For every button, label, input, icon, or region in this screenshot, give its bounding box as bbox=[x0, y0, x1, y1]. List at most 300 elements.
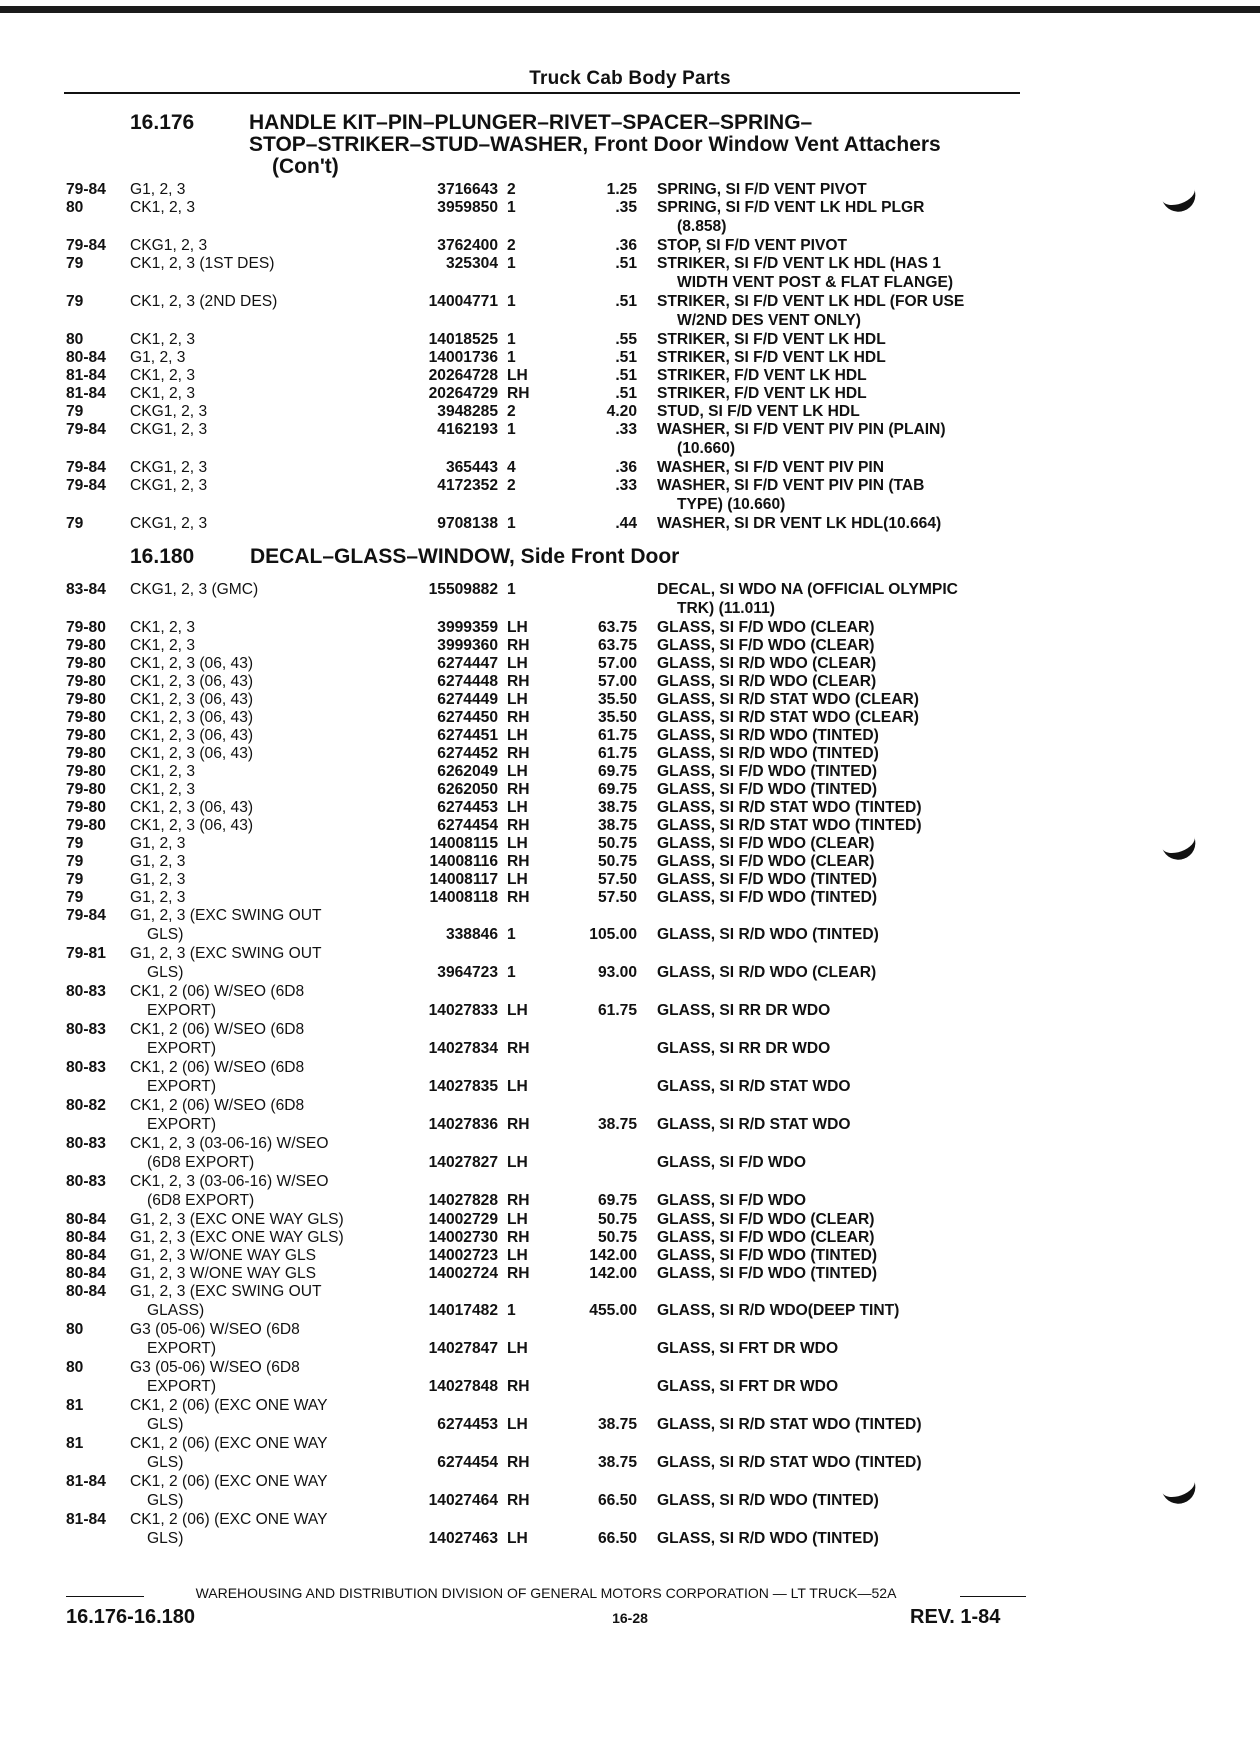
quantity: RH bbox=[507, 385, 530, 402]
description-keyword: WASHER, bbox=[657, 515, 730, 532]
description-keyword: WASHER, bbox=[657, 459, 730, 476]
year-range: 81 bbox=[66, 1397, 84, 1414]
description-text: SI F/D VENT PIV PIN (TAB bbox=[729, 477, 925, 494]
price: 63.75 bbox=[597, 619, 637, 636]
footer-rule bbox=[960, 1596, 1026, 1597]
year-range: 81-84 bbox=[66, 367, 106, 384]
quantity: RH bbox=[507, 889, 530, 906]
description-text: SI F/D WDO (TINTED) bbox=[715, 763, 878, 780]
description bbox=[657, 476, 925, 513]
quantity: LH bbox=[507, 655, 528, 672]
quantity: LH bbox=[507, 871, 528, 888]
footer-section-range: 16.176-16.180 bbox=[66, 1606, 196, 1628]
quantity: LH bbox=[507, 763, 528, 780]
year-range: 80 bbox=[66, 1321, 84, 1338]
model-code-continued: GLS) bbox=[147, 926, 184, 943]
description bbox=[657, 672, 876, 691]
model-code-text: CK1, 2, 3 bbox=[130, 331, 196, 348]
part-number: 14002730 bbox=[428, 1229, 498, 1246]
description-keyword: GLASS, bbox=[657, 926, 716, 943]
model-code-text: G1, 2, 3 (EXC ONE WAY GLS) bbox=[130, 1211, 344, 1228]
price: 1.25 bbox=[606, 181, 637, 198]
model-code-text: CKG1, 2, 3 bbox=[130, 459, 208, 476]
model-code-text: CK1, 2, 3 (03-06-16) W/SEO bbox=[130, 1135, 329, 1152]
description-text: SI F/D WDO (CLEAR) bbox=[715, 637, 875, 654]
model-code bbox=[130, 1282, 322, 1319]
price: 57.00 bbox=[597, 655, 637, 672]
quantity: RH bbox=[507, 637, 530, 654]
part-number: 15509882 bbox=[428, 581, 498, 598]
model-code bbox=[130, 514, 207, 533]
description-keyword: GLASS, bbox=[657, 709, 716, 726]
year-range: 79-80 bbox=[66, 619, 106, 636]
description-keyword: GLASS, bbox=[657, 1078, 716, 1095]
description-keyword: GLASS, bbox=[657, 781, 716, 798]
year-range: 80-84 bbox=[66, 1265, 106, 1282]
model-code-text: CK1, 2, 3 (06, 43) bbox=[130, 691, 254, 708]
description bbox=[657, 1377, 838, 1396]
description-text: SI F/D WDO bbox=[715, 1154, 807, 1171]
year-range: 80 bbox=[66, 331, 84, 348]
description-keyword: GLASS, bbox=[657, 1002, 716, 1019]
description bbox=[657, 708, 919, 727]
description bbox=[657, 1077, 851, 1096]
description-text: SI WDO NA (OFFICIAL OLYMPIC bbox=[715, 581, 958, 598]
model-code-text: G3 (05-06) W/SEO (6D8 bbox=[130, 1321, 300, 1338]
description-keyword: GLASS, bbox=[657, 853, 716, 870]
year-range: 80-84 bbox=[66, 1247, 106, 1264]
year-range: 80-83 bbox=[66, 1173, 106, 1190]
price: 38.75 bbox=[597, 817, 637, 834]
price: .51 bbox=[615, 255, 637, 272]
section-title: DECAL–GLASS–WINDOW, Side Front Door bbox=[250, 545, 680, 568]
price: 38.75 bbox=[597, 1116, 637, 1133]
model-code-text: CK1, 2 (06) W/SEO (6D8 bbox=[130, 983, 305, 1000]
model-code bbox=[130, 708, 253, 727]
model-code-continued: GLASS) bbox=[147, 1302, 205, 1319]
description-text: SI R/D WDO (TINTED) bbox=[715, 926, 879, 943]
part-number: 6274447 bbox=[437, 655, 498, 672]
description-continued: (10.660) bbox=[677, 440, 736, 457]
model-code bbox=[130, 180, 185, 199]
description-keyword: GLASS, bbox=[657, 1302, 716, 1319]
quantity: 1 bbox=[507, 421, 516, 438]
model-code bbox=[130, 1472, 328, 1509]
description-text: SI R/D STAT WDO (TINTED) bbox=[715, 817, 922, 834]
model-code bbox=[130, 762, 195, 781]
part-number: 14027835 bbox=[428, 1078, 498, 1095]
description bbox=[657, 834, 874, 853]
quantity: 1 bbox=[507, 293, 516, 310]
description-keyword: STRIKER, bbox=[657, 331, 730, 348]
year-range: 80-83 bbox=[66, 1135, 106, 1152]
description bbox=[657, 1191, 806, 1210]
price: 69.75 bbox=[597, 763, 637, 780]
quantity: LH bbox=[507, 1002, 528, 1019]
quantity: RH bbox=[507, 1265, 530, 1282]
binder-ring-icon bbox=[1154, 813, 1200, 864]
part-number: 6274448 bbox=[437, 673, 498, 690]
part-number: 6274453 bbox=[437, 1416, 498, 1433]
price: 105.00 bbox=[589, 926, 637, 943]
description bbox=[657, 514, 941, 533]
model-code-text: CK1, 2 (06) (EXC ONE WAY bbox=[130, 1435, 328, 1452]
part-number: 14008116 bbox=[429, 853, 498, 870]
description-text: SI F/D VENT LK HDL (FOR USE bbox=[729, 293, 965, 310]
year-range: 80-82 bbox=[66, 1097, 106, 1114]
section-title-line: (Con't) bbox=[272, 155, 339, 178]
year-range: 79 bbox=[66, 853, 84, 870]
year-range: 79-84 bbox=[66, 907, 106, 924]
description-keyword: GLASS, bbox=[657, 1247, 716, 1264]
description-continued: TYPE) (10.660) bbox=[677, 496, 786, 513]
page-title: Truck Cab Body Parts bbox=[529, 68, 731, 89]
description bbox=[657, 1491, 879, 1510]
description bbox=[657, 1153, 806, 1172]
part-number: 6274450 bbox=[437, 709, 498, 726]
model-code bbox=[130, 1228, 344, 1247]
year-range: 80 bbox=[66, 199, 84, 216]
model-code-text: G1, 2, 3 bbox=[130, 853, 186, 870]
description bbox=[657, 888, 877, 907]
year-range: 79-80 bbox=[66, 781, 106, 798]
description-text: F/D VENT LK HDL bbox=[729, 367, 867, 384]
model-code-text: G1, 2, 3 bbox=[130, 889, 186, 906]
title-rule bbox=[64, 92, 1020, 94]
model-code-text: G1, 2, 3 bbox=[130, 835, 186, 852]
price: 69.75 bbox=[597, 781, 637, 798]
part-number: 3999360 bbox=[437, 637, 498, 654]
description bbox=[657, 963, 876, 982]
model-code-text: G1, 2, 3 bbox=[130, 871, 186, 888]
year-range: 79 bbox=[66, 835, 84, 852]
description-keyword: GLASS, bbox=[657, 691, 716, 708]
description bbox=[657, 1339, 838, 1358]
description-text: SI F/D VENT PIVOT bbox=[721, 181, 867, 198]
year-range: 79-80 bbox=[66, 799, 106, 816]
quantity: 1 bbox=[507, 926, 516, 943]
price: 455.00 bbox=[589, 1302, 637, 1319]
part-number: 6274454 bbox=[437, 1454, 498, 1471]
quantity: LH bbox=[507, 799, 528, 816]
quantity: 1 bbox=[507, 581, 516, 598]
description-text: SI R/D STAT WDO bbox=[715, 1078, 851, 1095]
part-number: 3999359 bbox=[437, 619, 498, 636]
description-text: SI R/D STAT WDO (CLEAR) bbox=[715, 709, 919, 726]
price: 66.50 bbox=[597, 1530, 637, 1547]
part-number: 325304 bbox=[445, 255, 498, 272]
description bbox=[657, 1264, 877, 1283]
part-number: 14027464 bbox=[428, 1492, 498, 1509]
section-number: 16.176 bbox=[130, 111, 195, 134]
description bbox=[657, 654, 876, 673]
year-range: 79-80 bbox=[66, 655, 106, 672]
description-text: SI R/D WDO (TINTED) bbox=[715, 1530, 879, 1547]
description bbox=[657, 726, 879, 745]
description-text: SI RR DR WDO bbox=[715, 1040, 831, 1057]
description-text: SI R/D STAT WDO (TINTED) bbox=[715, 799, 922, 816]
model-code-text: CK1, 2, 3 (06, 43) bbox=[130, 799, 254, 816]
quantity: LH bbox=[507, 835, 528, 852]
model-code bbox=[130, 672, 253, 691]
model-code-text: G1, 2, 3 bbox=[130, 349, 186, 366]
model-code bbox=[130, 348, 185, 367]
model-code bbox=[130, 1058, 305, 1095]
quantity: LH bbox=[507, 1247, 528, 1264]
model-code-text: CK1, 2, 3 (06, 43) bbox=[130, 673, 254, 690]
part-number: 6274451 bbox=[437, 727, 498, 744]
model-code bbox=[130, 1246, 316, 1265]
model-code bbox=[130, 420, 207, 439]
year-range: 80-84 bbox=[66, 1229, 106, 1246]
model-code bbox=[130, 580, 258, 599]
year-range: 79-80 bbox=[66, 727, 106, 744]
description-keyword: GLASS, bbox=[657, 1378, 716, 1395]
model-code-continued: EXPORT) bbox=[147, 1078, 217, 1095]
quantity: LH bbox=[507, 619, 528, 636]
year-range: 81-84 bbox=[66, 385, 106, 402]
description-text: SI F/D WDO bbox=[715, 1192, 807, 1209]
description-keyword: GLASS, bbox=[657, 1116, 716, 1133]
price: 142.00 bbox=[589, 1265, 637, 1282]
description-text: SI R/D WDO (TINTED) bbox=[715, 745, 879, 762]
part-number: 4172352 bbox=[437, 477, 498, 494]
description-keyword: GLASS, bbox=[657, 727, 716, 744]
description-keyword: GLASS, bbox=[657, 673, 716, 690]
model-code-text: CK1, 2, 3 bbox=[130, 781, 196, 798]
model-code-text: CK1, 2, 3 (03-06-16) W/SEO bbox=[130, 1173, 329, 1190]
price: .51 bbox=[615, 293, 637, 310]
year-range: 79-80 bbox=[66, 637, 106, 654]
model-code-continued: EXPORT) bbox=[147, 1378, 217, 1395]
model-code bbox=[130, 1172, 329, 1209]
description-text: SI RR DR WDO bbox=[715, 1002, 831, 1019]
year-range: 79 bbox=[66, 515, 84, 532]
description bbox=[657, 798, 922, 817]
model-code-continued: EXPORT) bbox=[147, 1116, 217, 1133]
description-text: SI F/D WDO (CLEAR) bbox=[715, 1211, 875, 1228]
model-code bbox=[130, 982, 305, 1019]
description-keyword: GLASS, bbox=[657, 1416, 716, 1433]
part-number: 14017482 bbox=[428, 1302, 498, 1319]
model-code bbox=[130, 870, 185, 889]
model-code bbox=[130, 726, 253, 745]
part-number: 3964723 bbox=[437, 964, 498, 981]
part-number: 6274449 bbox=[437, 691, 498, 708]
quantity: 2 bbox=[507, 181, 516, 198]
description-text: SI R/D WDO (CLEAR) bbox=[715, 673, 877, 690]
year-range: 83-84 bbox=[66, 581, 106, 598]
description bbox=[657, 780, 877, 799]
model-code-continued: (6D8 EXPORT) bbox=[147, 1154, 255, 1171]
quantity: LH bbox=[507, 1154, 528, 1171]
quantity: RH bbox=[507, 673, 530, 690]
model-code bbox=[130, 906, 322, 943]
quantity: RH bbox=[507, 781, 530, 798]
model-code-text: CKG1, 2, 3 bbox=[130, 477, 208, 494]
price: 35.50 bbox=[597, 709, 637, 726]
description-keyword: STOP, bbox=[657, 237, 702, 254]
model-code-text: CK1, 2 (06) W/SEO (6D8 bbox=[130, 1059, 305, 1076]
model-code-text: CKG1, 2, 3 bbox=[130, 515, 208, 532]
description-keyword: STRIKER, bbox=[657, 367, 730, 384]
description bbox=[657, 744, 879, 763]
model-code bbox=[130, 1434, 328, 1471]
quantity: LH bbox=[507, 1416, 528, 1433]
year-range: 80-83 bbox=[66, 1059, 106, 1076]
description-keyword: GLASS, bbox=[657, 1454, 716, 1471]
description bbox=[657, 1529, 879, 1548]
description bbox=[657, 762, 877, 781]
quantity: 1 bbox=[507, 964, 516, 981]
model-code-text: G1, 2, 3 W/ONE WAY GLS bbox=[130, 1247, 317, 1264]
top-border bbox=[0, 6, 1260, 13]
description-text: SI F/D VENT PIV PIN (PLAIN) bbox=[729, 421, 946, 438]
part-number: 20264728 bbox=[428, 367, 498, 384]
price: 61.75 bbox=[597, 1002, 637, 1019]
model-code bbox=[130, 402, 207, 421]
year-range: 79 bbox=[66, 293, 84, 310]
quantity: LH bbox=[507, 691, 528, 708]
description bbox=[657, 1001, 830, 1020]
model-code bbox=[130, 384, 195, 403]
price: 66.50 bbox=[597, 1492, 637, 1509]
quantity: RH bbox=[507, 1116, 530, 1133]
year-range: 79-84 bbox=[66, 237, 106, 254]
part-number: 3959850 bbox=[437, 199, 498, 216]
description-keyword: WASHER, bbox=[657, 421, 730, 438]
part-number: 14027848 bbox=[428, 1378, 498, 1395]
description-text: SI F/D WDO (CLEAR) bbox=[715, 853, 875, 870]
quantity: LH bbox=[507, 367, 528, 384]
part-number: 365443 bbox=[445, 459, 498, 476]
description-keyword: STRIKER, bbox=[657, 255, 730, 272]
quantity: RH bbox=[507, 853, 530, 870]
description bbox=[657, 1301, 899, 1320]
quantity: LH bbox=[507, 1530, 528, 1547]
footer-revision: REV. 1-84 bbox=[910, 1606, 1001, 1628]
description-keyword: GLASS, bbox=[657, 1040, 716, 1057]
description-keyword: GLASS, bbox=[657, 763, 716, 780]
description bbox=[657, 816, 922, 835]
model-code-text: CK1, 2, 3 bbox=[130, 763, 196, 780]
description-continued: W/2ND DES VENT ONLY) bbox=[677, 312, 861, 329]
year-range: 79 bbox=[66, 871, 84, 888]
model-code-text: CKG1, 2, 3 (GMC) bbox=[130, 581, 259, 598]
quantity: LH bbox=[507, 727, 528, 744]
description-keyword: GLASS, bbox=[657, 1229, 716, 1246]
description-keyword: SPRING, bbox=[657, 181, 722, 198]
model-code-text: CK1, 2, 3 (06, 43) bbox=[130, 817, 254, 834]
year-range: 79-84 bbox=[66, 477, 106, 494]
part-number: 14027828 bbox=[428, 1192, 498, 1209]
model-code-text: CK1, 2, 3 (2ND DES) bbox=[130, 293, 278, 310]
year-range: 79-84 bbox=[66, 421, 106, 438]
model-code-text: G1, 2, 3 (EXC ONE WAY GLS) bbox=[130, 1229, 344, 1246]
description bbox=[657, 618, 874, 637]
price: 93.00 bbox=[597, 964, 637, 981]
year-range: 80-84 bbox=[66, 349, 106, 366]
description bbox=[657, 180, 867, 199]
model-code-continued: EXPORT) bbox=[147, 1040, 217, 1057]
part-number: 14027836 bbox=[428, 1116, 498, 1133]
part-number: 14002723 bbox=[428, 1247, 498, 1264]
description-keyword: GLASS, bbox=[657, 1530, 716, 1547]
model-code bbox=[130, 1358, 300, 1395]
quantity: LH bbox=[507, 1340, 528, 1357]
description bbox=[657, 690, 919, 709]
description-keyword: GLASS, bbox=[657, 619, 716, 636]
description bbox=[657, 1453, 922, 1472]
description-text: SI F/D VENT PIVOT bbox=[701, 237, 848, 254]
quantity: LH bbox=[507, 1078, 528, 1095]
part-number: 6262050 bbox=[437, 781, 498, 798]
model-code-text: G1, 2, 3 (EXC SWING OUT bbox=[130, 907, 322, 924]
price: 61.75 bbox=[597, 727, 637, 744]
model-code-text: CK1, 2, 3 bbox=[130, 637, 196, 654]
description-keyword: STUD, bbox=[657, 403, 704, 420]
description-text: SI F/D VENT LK HDL bbox=[729, 331, 886, 348]
part-number: 14027827 bbox=[428, 1154, 498, 1171]
year-range: 79-84 bbox=[66, 181, 106, 198]
model-code-text: CK1, 2, 3 (06, 43) bbox=[130, 655, 254, 672]
part-number: 3716643 bbox=[437, 181, 498, 198]
part-number: 14008118 bbox=[429, 889, 498, 906]
description-keyword: GLASS, bbox=[657, 835, 716, 852]
description-keyword: GLASS, bbox=[657, 1492, 716, 1509]
description bbox=[657, 1115, 851, 1134]
model-code bbox=[130, 1510, 328, 1547]
description bbox=[657, 1246, 877, 1265]
quantity: RH bbox=[507, 709, 530, 726]
binder-ring-icon bbox=[1154, 165, 1200, 216]
price: 63.75 bbox=[597, 637, 637, 654]
description-keyword: GLASS, bbox=[657, 1265, 716, 1282]
description bbox=[657, 420, 946, 457]
model-code-continued: GLS) bbox=[147, 1416, 184, 1433]
model-code bbox=[130, 476, 207, 495]
description-keyword: GLASS, bbox=[657, 637, 716, 654]
description-text: SI F/D WDO (CLEAR) bbox=[715, 1229, 875, 1246]
description bbox=[657, 852, 874, 871]
quantity: RH bbox=[507, 745, 530, 762]
part-number: 14004771 bbox=[428, 293, 498, 310]
year-range: 79-80 bbox=[66, 745, 106, 762]
description-text: SI F/D WDO (TINTED) bbox=[715, 889, 878, 906]
model-code bbox=[130, 236, 207, 255]
model-code bbox=[130, 888, 185, 907]
description-keyword: SPRING, bbox=[657, 199, 722, 216]
model-code-text: CKG1, 2, 3 bbox=[130, 421, 208, 438]
description-text: SI F/D VENT LK HDL PLGR bbox=[721, 199, 925, 216]
quantity: 1 bbox=[507, 199, 516, 216]
description bbox=[657, 330, 886, 349]
quantity: 2 bbox=[507, 477, 516, 494]
model-code-text: G1, 2, 3 W/ONE WAY GLS bbox=[130, 1265, 317, 1282]
description-text: SI F/D VENT LK HDL bbox=[703, 403, 860, 420]
description bbox=[657, 870, 877, 889]
section-title-line: STOP–STRIKER–STUD–WASHER, Front Door Window Vent Attachers bbox=[249, 133, 941, 156]
description-text: SI R/D WDO (TINTED) bbox=[715, 1492, 879, 1509]
model-code-text: CKG1, 2, 3 bbox=[130, 237, 208, 254]
description-text: F/D VENT LK HDL bbox=[729, 385, 867, 402]
description-text: SI FRT DR WDO bbox=[715, 1340, 839, 1357]
model-code bbox=[130, 798, 253, 817]
model-code-text: CK1, 2, 3 (06, 43) bbox=[130, 709, 254, 726]
model-code bbox=[130, 852, 185, 871]
description-keyword: GLASS, bbox=[657, 799, 716, 816]
description-keyword: GLASS, bbox=[657, 889, 716, 906]
